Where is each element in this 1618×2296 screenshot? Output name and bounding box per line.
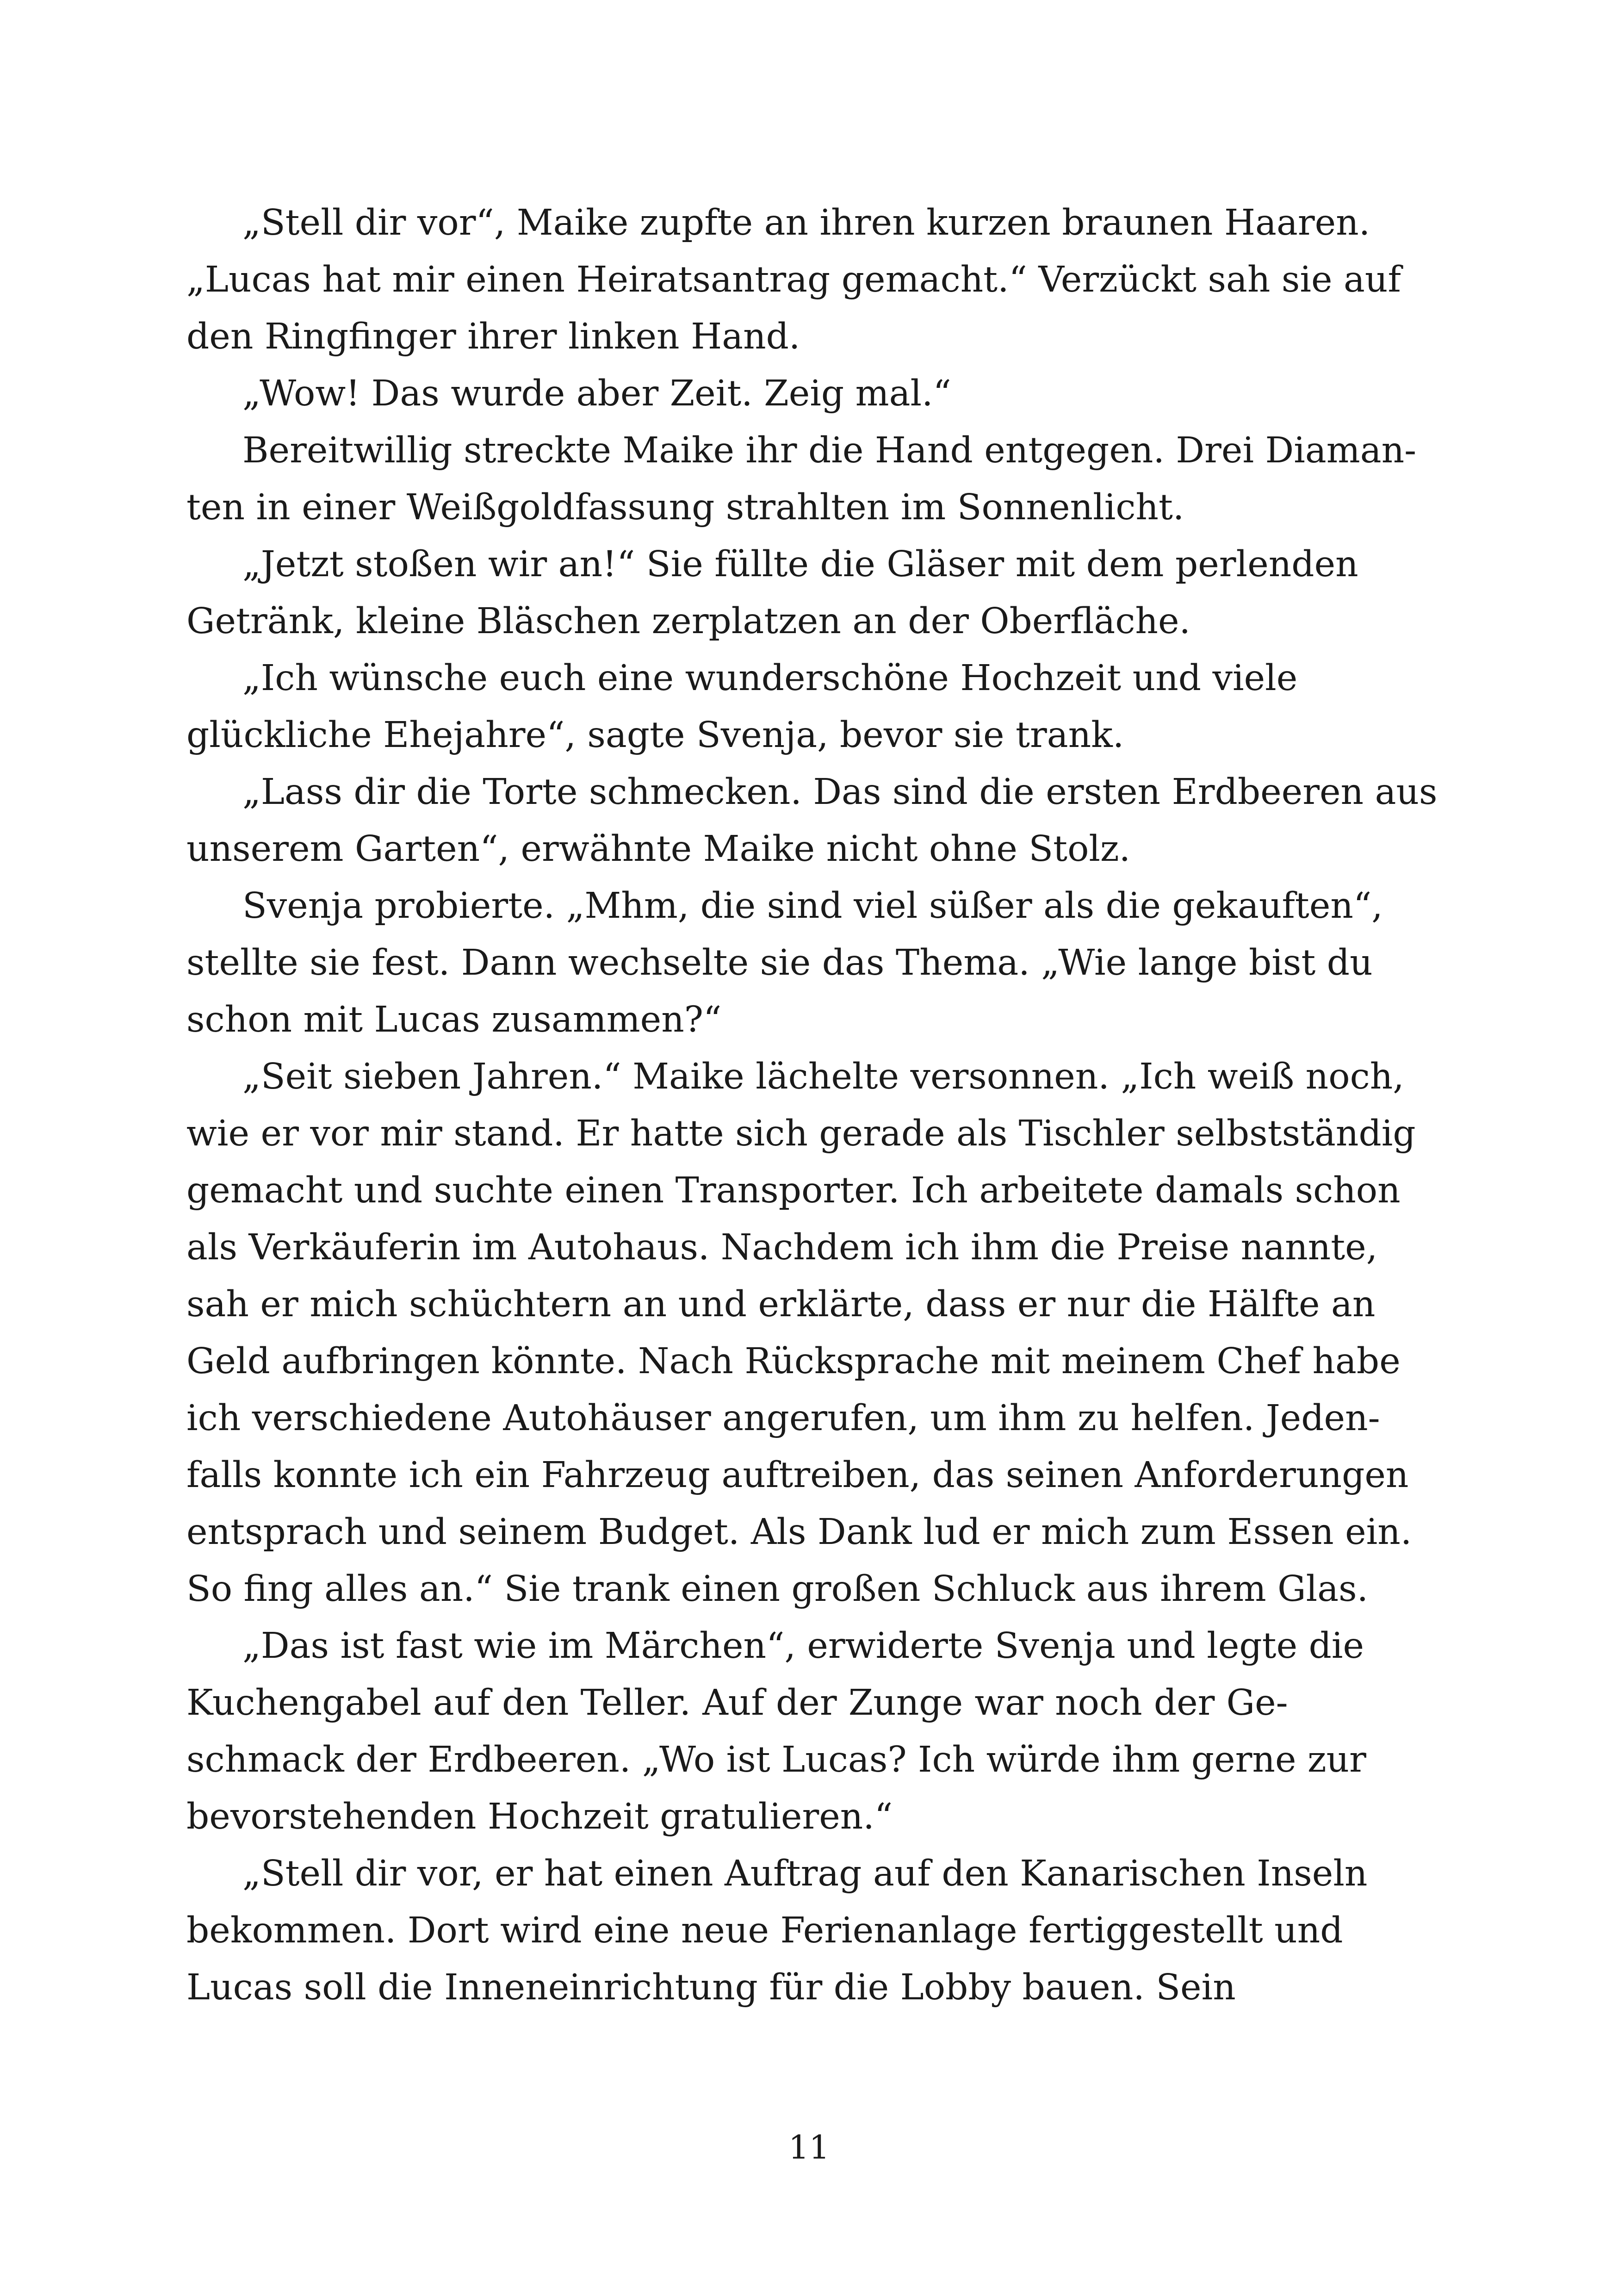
paragraph [186,1048,1431,1618]
text-line: entsprach und seinem Budget. Als Dank lud er mich zum Essen ein. [186,1512,1412,1553]
paragraph [186,877,1431,1048]
text-line: unserem Garten“, erwähnte Maike nicht ohne Stolz. [186,828,1131,870]
text-line: Geld aufbringen könnte. Nach Rücksprache mit meinem Chef habe [186,1341,1401,1382]
text-line: „Wow! Das wurde aber Zeit. Zeig mal.“ [242,373,951,414]
text-line: als Verkäuferin im Autohaus. Nachdem ich ihm die Preise nannte, [186,1227,1378,1268]
text-line: Svenja probierte. „Mhm, die sind viel süßer als die gekauften“, [242,885,1383,927]
paragraph [186,650,1431,764]
text-line: den Ringfinger ihrer linken Hand. [186,316,800,357]
text-line: glückliche Ehejahre“, sagte Svenja, bevor sie trank. [186,715,1124,756]
text-line: Kuchengabel auf den Teller. Auf der Zunge war noch der Ge- [186,1682,1288,1724]
text-line: „Stell dir vor“, Maike zupfte an ihren kurzen braunen Haaren. [242,202,1370,243]
text-line: „Ich wünsche euch eine wunderschöne Hochzeit und viele [242,658,1298,699]
page-number: 11 [788,2128,830,2166]
body-text [186,194,1438,2016]
text-line: So fing alles an.“ Sie trank einen großen Schluck aus ihrem Glas. [186,1568,1369,1610]
text-line: stellte sie fest. Dann wechselte sie das Thema. „Wie lange bist du [186,942,1373,983]
text-line: schmack der Erdbeeren. „Wo ist Lucas? Ich würde ihm gerne zur [186,1739,1366,1780]
text-line: sah er mich schüchtern an und erklärte, dass er nur die Hälfte an [186,1284,1376,1325]
text-line: bekommen. Dort wird eine neue Ferienanlage fertiggestellt und [186,1910,1343,1951]
paragraph [186,1845,1431,2016]
text-line: Getränk, kleine Bläschen zerplatzen an der Oberfläche. [186,601,1191,642]
paragraph [186,536,1431,650]
paragraph [186,422,1431,536]
text-line: „Stell dir vor, er hat einen Auftrag auf den Kanarischen Inseln [242,1853,1368,1894]
paragraph [186,365,1431,422]
text-line: Lucas soll die Inneneinrichtung für die Lobby bauen. Sein [186,1967,1236,2008]
text-line: bevorstehenden Hochzeit gratulieren.“ [186,1796,893,1837]
text-line: ten in einer Weißgoldfassung strahlten im Sonnenlicht. [186,487,1184,528]
text-line: schon mit Lucas zusammen?“ [186,999,722,1040]
text-line: Bereitwillig streckte Maike ihr die Hand entgegen. Drei Diaman- [242,430,1417,471]
text-line: „Lass dir die Torte schmecken. Das sind die ersten Erdbeeren aus [242,772,1438,813]
text-line: „Das ist fast wie im Märchen“, erwiderte Svenja und legte die [242,1625,1364,1667]
text-line: „Seit sieben Jahren.“ Maike lächelte versonnen. „Ich weiß noch, [242,1056,1404,1097]
text-line: ich verschiedene Autohäuser angerufen, um ihm zu helfen. Jeden- [186,1398,1380,1439]
paragraph [186,764,1438,877]
text-line: „Jetzt stoßen wir an!“ Sie füllte die Gläser mit dem perlenden [242,544,1358,585]
text-line: wie er vor mir stand. Er hatte sich gerade als Tischler selbstständig [186,1113,1416,1154]
paragraph [186,1618,1431,1845]
paragraph [186,194,1431,365]
text-line: falls konnte ich ein Fahrzeug auftreiben, das seinen Anforderungen [186,1455,1409,1496]
text-line: „Lucas hat mir einen Heiratsantrag gemacht.“ Verzückt sah sie auf [186,259,1401,300]
text-line: gemacht und suchte einen Transporter. Ich arbeitete damals schon [186,1170,1401,1211]
